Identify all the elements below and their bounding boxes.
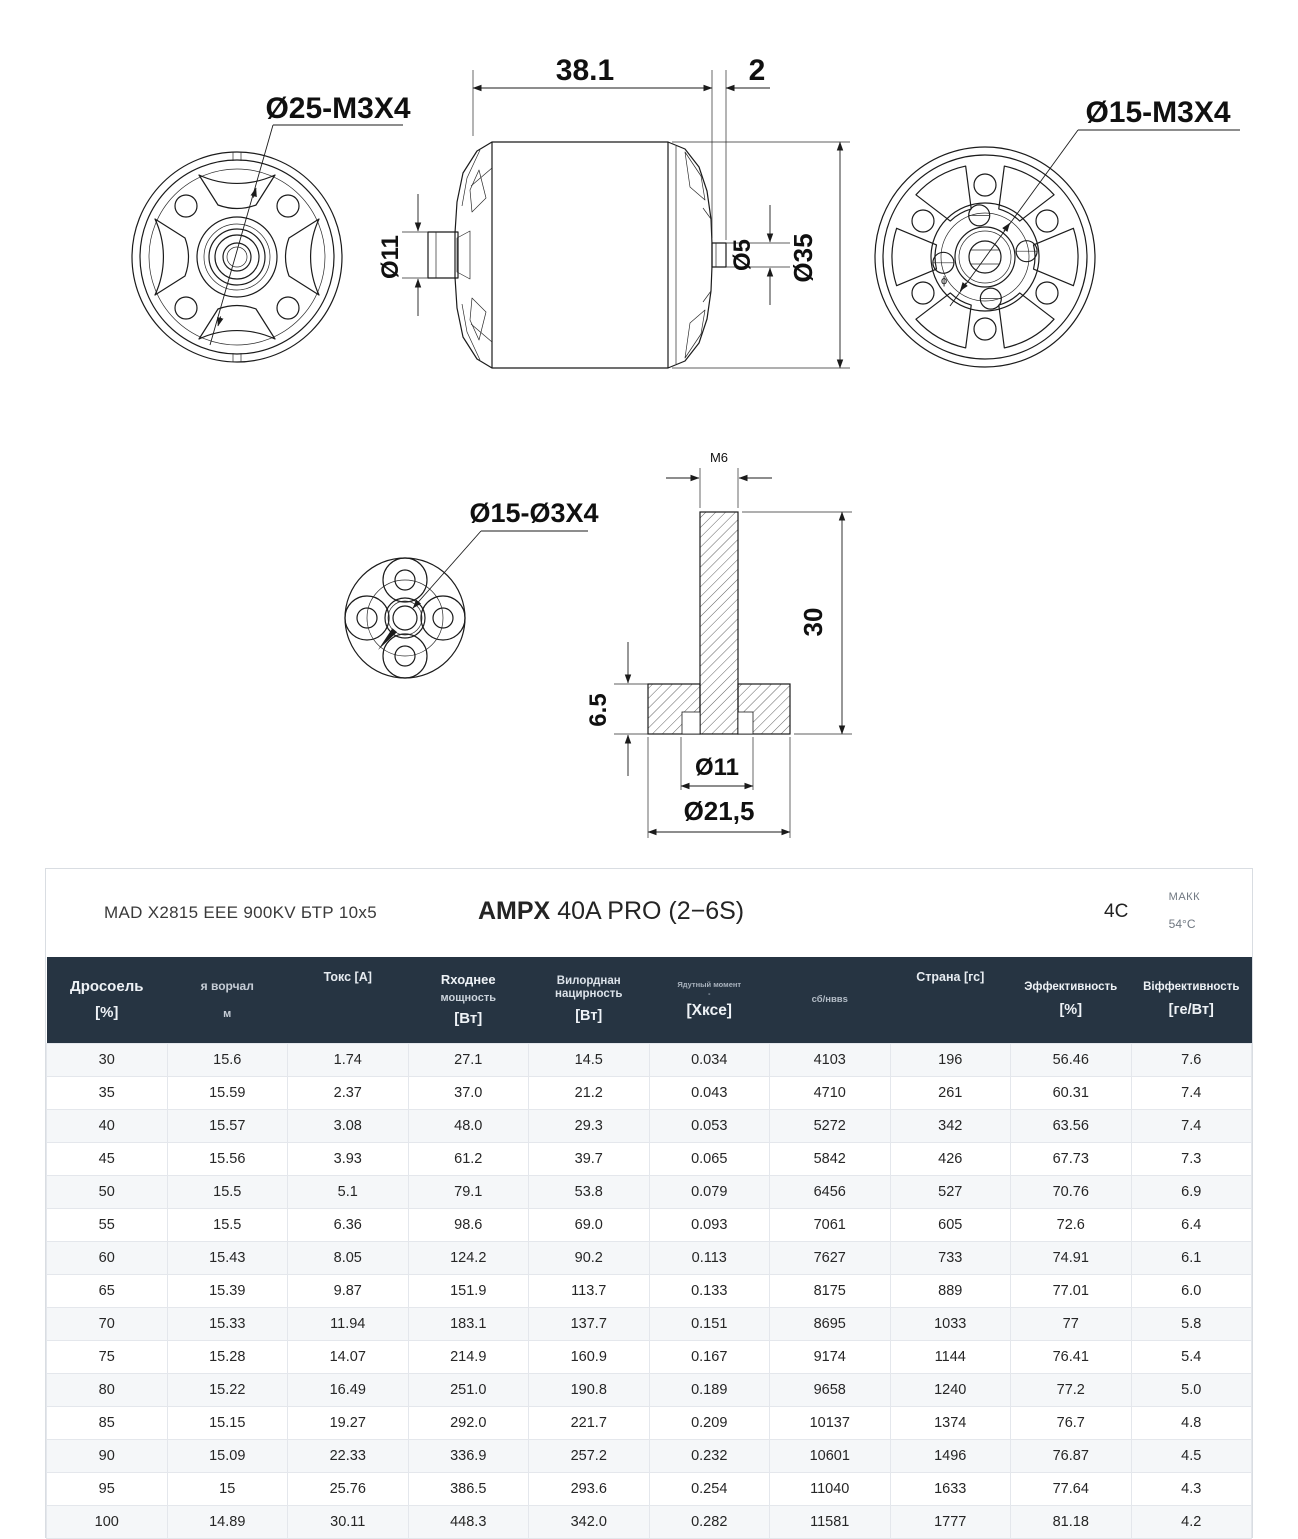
cell-throttle: 35 xyxy=(47,1077,168,1110)
table-title-bar xyxy=(46,869,1252,957)
cell-current: 3.08 xyxy=(288,1110,409,1143)
col-header-throttle: Дросоель [%] xyxy=(47,957,168,1044)
esc-title xyxy=(478,897,744,926)
adapter-view-drawing xyxy=(345,498,599,678)
cell-current: 9.87 xyxy=(288,1275,409,1308)
cell-efficiency-gw: 5.0 xyxy=(1131,1374,1252,1407)
cell-input-power: 151.9 xyxy=(408,1275,529,1308)
cell-torque: 0.232 xyxy=(649,1440,770,1473)
cell-voltage: 15.5 xyxy=(167,1176,288,1209)
cell-efficiency-gw: 7.6 xyxy=(1131,1044,1252,1077)
cell-thrust: 1496 xyxy=(890,1440,1011,1473)
cell-efficiency-pct: 70.76 xyxy=(1011,1176,1132,1209)
cell-thrust: 1240 xyxy=(890,1374,1011,1407)
cell-output-power: 21.2 xyxy=(529,1077,650,1110)
cell-torque: 0.034 xyxy=(649,1044,770,1077)
cell-current: 19.27 xyxy=(288,1407,409,1440)
col-header-current: Токс [A] xyxy=(288,957,409,1044)
cell-input-power: 386.5 xyxy=(408,1473,529,1506)
cell-efficiency-pct: 76.87 xyxy=(1011,1440,1132,1473)
col-header-efficiency-gw: Віффективность [ге/Вт] xyxy=(1131,957,1252,1044)
cell-input-power: 61.2 xyxy=(408,1143,529,1176)
cell-output-power: 221.7 xyxy=(529,1407,650,1440)
cell-efficiency-gw: 6.1 xyxy=(1131,1242,1252,1275)
flange-height-dimension: 6.5 xyxy=(585,693,612,727)
table-row xyxy=(47,1341,1252,1374)
cell-output-power: 14.5 xyxy=(529,1044,650,1077)
cell-input-power: 448.3 xyxy=(408,1506,529,1539)
cell-current: 25.76 xyxy=(288,1473,409,1506)
cell-throttle: 60 xyxy=(47,1242,168,1275)
performance-table-card xyxy=(45,868,1253,1538)
col-header-rpm: сб/нввs xyxy=(770,957,891,1044)
table-row xyxy=(47,1506,1252,1539)
shaft-diameter-dimension: Ø5 xyxy=(729,238,756,272)
cell-torque: 0.254 xyxy=(649,1473,770,1506)
table-row xyxy=(47,1374,1252,1407)
cell-output-power: 293.6 xyxy=(529,1473,650,1506)
cell-current: 14.07 xyxy=(288,1341,409,1374)
cell-throttle: 30 xyxy=(47,1044,168,1077)
cell-torque: 0.043 xyxy=(649,1077,770,1110)
col-header-input-power: Rходнее мощность [Вт] xyxy=(408,957,529,1044)
cell-torque: 0.093 xyxy=(649,1209,770,1242)
front-shaft-boss xyxy=(428,232,458,278)
cell-input-power: 214.9 xyxy=(408,1341,529,1374)
cell-voltage: 15.6 xyxy=(167,1044,288,1077)
cell-current: 11.94 xyxy=(288,1308,409,1341)
cell-throttle: 70 xyxy=(47,1308,168,1341)
shaft-shank-section xyxy=(700,512,738,734)
performance-table xyxy=(46,957,1252,1539)
cell-rpm: 7061 xyxy=(770,1209,891,1242)
phi-mark: ϕ xyxy=(941,275,948,287)
cell-rpm: 9658 xyxy=(770,1374,891,1407)
body-diameter-dimension: Ø35 xyxy=(788,233,818,283)
table-row xyxy=(47,1242,1252,1275)
cell-output-power: 257.2 xyxy=(529,1440,650,1473)
esc-brand: AMPX xyxy=(478,897,551,925)
esc-model: 40A PRO (2−6S) xyxy=(557,897,745,925)
cell-voltage: 15.57 xyxy=(167,1110,288,1143)
table-row xyxy=(47,1275,1252,1308)
cell-voltage: 15 xyxy=(167,1473,288,1506)
cell-rpm: 7627 xyxy=(770,1242,891,1275)
table-row xyxy=(47,1176,1252,1209)
cell-torque: 0.189 xyxy=(649,1374,770,1407)
cell-output-power: 29.3 xyxy=(529,1110,650,1143)
cell-voltage: 15.39 xyxy=(167,1275,288,1308)
rear-bolt-pattern-label: Ø15-M3X4 xyxy=(1085,96,1231,129)
cell-voltage: 15.59 xyxy=(167,1077,288,1110)
cell-rpm: 11581 xyxy=(770,1506,891,1539)
adapter-bolt-pattern-label: Ø15-Ø3X4 xyxy=(469,498,599,528)
col-header-efficiency-pct: Эффективность [%] xyxy=(1011,957,1132,1044)
cell-efficiency-gw: 4.3 xyxy=(1131,1473,1252,1506)
cell-efficiency-pct: 77.2 xyxy=(1011,1374,1132,1407)
cell-throttle: 40 xyxy=(47,1110,168,1143)
cell-voltage: 15.22 xyxy=(167,1374,288,1407)
cell-rpm: 10137 xyxy=(770,1407,891,1440)
cell-throttle: 80 xyxy=(47,1374,168,1407)
cell-efficiency-pct: 76.7 xyxy=(1011,1407,1132,1440)
cell-throttle: 45 xyxy=(47,1143,168,1176)
table-row xyxy=(47,1110,1252,1143)
cell-efficiency-gw: 6.0 xyxy=(1131,1275,1252,1308)
cell-torque: 0.133 xyxy=(649,1275,770,1308)
cell-voltage: 15.33 xyxy=(167,1308,288,1341)
cell-input-power: 48.0 xyxy=(408,1110,529,1143)
shaft-protrusion-dimension: 2 xyxy=(748,54,766,87)
cell-efficiency-gw: 7.3 xyxy=(1131,1143,1252,1176)
cell-efficiency-gw: 5.8 xyxy=(1131,1308,1252,1341)
cell-thrust: 889 xyxy=(890,1275,1011,1308)
cell-efficiency-pct: 77 xyxy=(1011,1308,1132,1341)
cell-efficiency-pct: 60.31 xyxy=(1011,1077,1132,1110)
cell-torque: 0.065 xyxy=(649,1143,770,1176)
cell-thrust: 605 xyxy=(890,1209,1011,1242)
cell-current: 30.11 xyxy=(288,1506,409,1539)
table-row xyxy=(47,1209,1252,1242)
side-view-drawing xyxy=(377,54,850,368)
col-header-thrust: Страна [гс] xyxy=(890,957,1011,1044)
cell-thrust: 342 xyxy=(890,1110,1011,1143)
cell-efficiency-pct: 63.56 xyxy=(1011,1110,1132,1143)
cell-rpm: 11040 xyxy=(770,1473,891,1506)
table-row xyxy=(47,1407,1252,1440)
cell-throttle: 100 xyxy=(47,1506,168,1539)
table-row xyxy=(47,1044,1252,1077)
cell-thrust: 733 xyxy=(890,1242,1011,1275)
cell-current: 16.49 xyxy=(288,1374,409,1407)
shaft-height-dimension: 30 xyxy=(798,607,828,637)
cell-current: 2.37 xyxy=(288,1077,409,1110)
cell-efficiency-gw: 6.4 xyxy=(1131,1209,1252,1242)
battery-cells-badge: 4C xyxy=(1104,901,1129,922)
cell-throttle: 55 xyxy=(47,1209,168,1242)
cell-rpm: 8695 xyxy=(770,1308,891,1341)
cell-input-power: 251.0 xyxy=(408,1374,529,1407)
cell-voltage: 14.89 xyxy=(167,1506,288,1539)
cell-current: 3.93 xyxy=(288,1143,409,1176)
cell-output-power: 39.7 xyxy=(529,1143,650,1176)
cell-input-power: 79.1 xyxy=(408,1176,529,1209)
cell-voltage: 15.15 xyxy=(167,1407,288,1440)
cell-throttle: 50 xyxy=(47,1176,168,1209)
front-screw-hole xyxy=(175,195,197,217)
cell-torque: 0.282 xyxy=(649,1506,770,1539)
cell-thrust: 196 xyxy=(890,1044,1011,1077)
cell-voltage: 15.56 xyxy=(167,1143,288,1176)
cell-thrust: 426 xyxy=(890,1143,1011,1176)
cell-efficiency-pct: 77.01 xyxy=(1011,1275,1132,1308)
col-header-torque: Ядутный момент - [Хксе] xyxy=(649,957,770,1044)
col-header-output-power: Вилорднан нацирность [Вт] xyxy=(529,957,650,1044)
max-label: МАКК xyxy=(1168,891,1200,903)
cell-efficiency-gw: 4.8 xyxy=(1131,1407,1252,1440)
cell-thrust: 527 xyxy=(890,1176,1011,1209)
base-diameter-dimension: Ø21,5 xyxy=(683,796,755,826)
cell-output-power: 53.8 xyxy=(529,1176,650,1209)
cell-throttle: 85 xyxy=(47,1407,168,1440)
cell-rpm: 4103 xyxy=(770,1044,891,1077)
cell-efficiency-gw: 4.5 xyxy=(1131,1440,1252,1473)
cell-throttle: 90 xyxy=(47,1440,168,1473)
cell-efficiency-gw: 7.4 xyxy=(1131,1077,1252,1110)
cell-rpm: 5842 xyxy=(770,1143,891,1176)
hub-diameter-dimension: Ø11 xyxy=(694,754,740,781)
front-screw-hole xyxy=(277,195,299,217)
cell-voltage: 15.43 xyxy=(167,1242,288,1275)
cell-voltage: 15.09 xyxy=(167,1440,288,1473)
cell-thrust: 1633 xyxy=(890,1473,1011,1506)
cell-current: 6.36 xyxy=(288,1209,409,1242)
front-bolt-pattern-label: Ø25-M3X4 xyxy=(265,92,411,125)
cell-throttle: 75 xyxy=(47,1341,168,1374)
cell-efficiency-gw: 7.4 xyxy=(1131,1110,1252,1143)
boss-diameter-dimension: Ø11 xyxy=(377,234,404,280)
table-body xyxy=(47,1044,1252,1539)
table-header xyxy=(47,957,1252,1044)
cell-output-power: 190.8 xyxy=(529,1374,650,1407)
cell-input-power: 292.0 xyxy=(408,1407,529,1440)
table-row xyxy=(47,1308,1252,1341)
cell-throttle: 95 xyxy=(47,1473,168,1506)
cell-current: 22.33 xyxy=(288,1440,409,1473)
cell-input-power: 98.6 xyxy=(408,1209,529,1242)
cell-input-power: 336.9 xyxy=(408,1440,529,1473)
cell-current: 8.05 xyxy=(288,1242,409,1275)
max-temp-value: 54°C xyxy=(1168,917,1196,931)
leader-arrow xyxy=(378,628,397,650)
cell-torque: 0.053 xyxy=(649,1110,770,1143)
max-temp-block xyxy=(1169,891,1200,931)
cell-efficiency-pct: 77.64 xyxy=(1011,1473,1132,1506)
cell-output-power: 137.7 xyxy=(529,1308,650,1341)
cell-thrust: 1033 xyxy=(890,1308,1011,1341)
front-screw-hole xyxy=(277,297,299,319)
cell-output-power: 113.7 xyxy=(529,1275,650,1308)
cell-torque: 0.079 xyxy=(649,1176,770,1209)
table-row xyxy=(47,1473,1252,1506)
cell-torque: 0.209 xyxy=(649,1407,770,1440)
cell-output-power: 160.9 xyxy=(529,1341,650,1374)
table-row xyxy=(47,1143,1252,1176)
cell-rpm: 5272 xyxy=(770,1110,891,1143)
cell-efficiency-pct: 76.41 xyxy=(1011,1341,1132,1374)
cell-rpm: 4710 xyxy=(770,1077,891,1110)
cell-efficiency-gw: 5.4 xyxy=(1131,1341,1252,1374)
cell-torque: 0.151 xyxy=(649,1308,770,1341)
cell-current: 1.74 xyxy=(288,1044,409,1077)
cell-thrust: 1144 xyxy=(890,1341,1011,1374)
table-row xyxy=(47,1077,1252,1110)
cell-voltage: 15.28 xyxy=(167,1341,288,1374)
cell-input-power: 37.0 xyxy=(408,1077,529,1110)
thread-dimension: M6 xyxy=(709,450,729,465)
front-screw-hole xyxy=(175,297,197,319)
cell-input-power: 183.1 xyxy=(408,1308,529,1341)
col-header-voltage: я ворчал м xyxy=(167,957,288,1044)
cell-throttle: 65 xyxy=(47,1275,168,1308)
cell-thrust: 261 xyxy=(890,1077,1011,1110)
cell-thrust: 1374 xyxy=(890,1407,1011,1440)
cell-efficiency-pct: 72.6 xyxy=(1011,1209,1132,1242)
table-row xyxy=(47,1440,1252,1473)
cell-output-power: 90.2 xyxy=(529,1242,650,1275)
cell-input-power: 27.1 xyxy=(408,1044,529,1077)
rear-view-drawing xyxy=(875,96,1240,367)
cell-efficiency-pct: 74.91 xyxy=(1011,1242,1132,1275)
cell-thrust: 1777 xyxy=(890,1506,1011,1539)
cell-torque: 0.167 xyxy=(649,1341,770,1374)
rear-shaft-stub xyxy=(712,243,726,267)
cell-efficiency-gw: 6.9 xyxy=(1131,1176,1252,1209)
cell-torque: 0.113 xyxy=(649,1242,770,1275)
cell-efficiency-pct: 56.46 xyxy=(1011,1044,1132,1077)
cell-efficiency-pct: 81.18 xyxy=(1011,1506,1132,1539)
cell-output-power: 342.0 xyxy=(529,1506,650,1539)
cell-voltage: 15.5 xyxy=(167,1209,288,1242)
cell-rpm: 9174 xyxy=(770,1341,891,1374)
cell-input-power: 124.2 xyxy=(408,1242,529,1275)
motor-model-label: MAD X2815 EEE 900KV БТР 10x5 xyxy=(104,903,377,922)
cell-rpm: 6456 xyxy=(770,1176,891,1209)
shaft-section-drawing xyxy=(585,450,852,838)
cell-output-power: 69.0 xyxy=(529,1209,650,1242)
front-view-drawing xyxy=(132,92,411,362)
cell-efficiency-gw: 4.2 xyxy=(1131,1506,1252,1539)
cell-current: 5.1 xyxy=(288,1176,409,1209)
cell-rpm: 8175 xyxy=(770,1275,891,1308)
cell-efficiency-pct: 67.73 xyxy=(1011,1143,1132,1176)
length-dimension: 38.1 xyxy=(555,54,615,87)
cell-rpm: 10601 xyxy=(770,1440,891,1473)
